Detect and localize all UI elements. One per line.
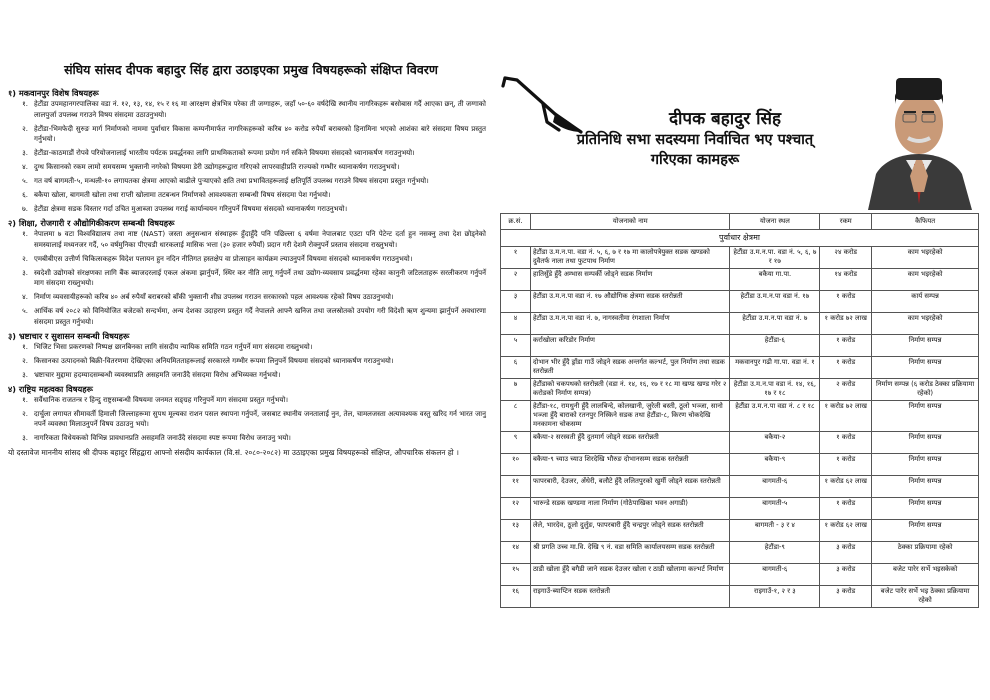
item-text: निर्माण व्यवसायीहरूको करिब ४० अर्ब रुपैयाँ बराबरको बाँकी भुक्तानी शीघ्र उपलब्ध गराउन सरकारको पहल आवश्यक रहेको विषय उठाउनुभयो। [34, 293, 394, 302]
table-row [501, 497, 979, 519]
cell-place: हेटौंडा उ.म.न.पा. वडा नं. ५, ६, ७ र १७ [730, 247, 820, 269]
cell-remark: निर्माण सम्पन्न [872, 453, 979, 475]
page-title: संघिय सांसद दीपक बहादुर सिंह द्वारा उठाइएका प्रमुख विषयहरूको संक्षिप्त विवरण [64, 62, 438, 77]
cell-name: फापरबारी, देउजर, अँधेरी, बलौटे हुँदै ललितपुरको खुर्मी जोड्ने सडक स्तरोन्नती [530, 475, 730, 497]
cell-sn: १३ [501, 519, 531, 541]
cell-amount: १ करोड [820, 453, 872, 475]
cell-name: लेले, भारदेव, ठूलो दुर्लुङ, फापरबारी हुँदै चन्द्रपुर जोड्ने सडक स्तरोन्नती [530, 519, 730, 541]
table-row [501, 335, 979, 357]
list-item [8, 292, 486, 303]
cell-place: हेटौंडा उ.म.न.पा वडा नं. ८ र १८ [730, 401, 820, 432]
cell-sn: ८ [501, 401, 531, 432]
table-row [501, 291, 979, 313]
header-place: योजना स्थल [730, 214, 820, 230]
cell-sn: १५ [501, 563, 531, 585]
cell-sn: १ [501, 247, 531, 269]
item-text: दार्चुला लगायत सीमावर्ती हिमाली जिल्लाहरूमा सुपथ मूल्यका राशन पसल स्थापना गर्नुपर्ने, जसबाट स्थानीय जनतालाई नुन, तेल, चामलजस्ता अत्यावश्यक वस्तु खरिद गर्न भारत जानु नपर्ने व्यवस्था मिलाउनुपर्ने विषय उठाउनु भयो। [34, 409, 486, 429]
cell-sn: ९ [501, 431, 531, 453]
cell-sn: १२ [501, 497, 531, 519]
projects-table [500, 213, 979, 608]
cell-amount: ३ करोड [820, 563, 872, 585]
list-item [8, 356, 486, 367]
section-title: १) मकवानपुर विशेष विषयहरू [8, 88, 99, 98]
item-number: १. [22, 342, 28, 351]
cell-name: हेटौंडाको चकपथको स्तरोन्नती (वडा नं. १४, १६, १७ र १८ मा खण्ड खण्ड गरेर २ करोडको निर्माण सम्पन्न) [530, 379, 730, 401]
list-item [8, 409, 486, 430]
list-item [8, 162, 486, 173]
list-item [8, 229, 486, 250]
cell-amount: १ करोड [820, 497, 872, 519]
cell-name: राइगाउँ-ब्याप्टिन सडक स्तरोन्नती [530, 585, 730, 607]
cell-name: बकैया-९ च्याउ च्याउ शिरदेखि भौरुङ दोभानसम्म सडक स्तरोन्नती [530, 453, 730, 475]
cell-sn: ५ [501, 335, 531, 357]
item-number: ३. [22, 370, 28, 379]
item-text: सर्वैधानिक राजतन्त्र र हिन्दु राष्ट्रसम्बन्धी विषयमा जनमत सङ्ग्रह गरिनुपर्ने माग संसदमा प्रस्तुत गर्नुभयो। [34, 395, 288, 404]
cell-name: बकैया-२ सरस्वती हुँदै दुतमार्ग जोड्ने सडक स्तरोन्नती [530, 431, 730, 453]
table-row [501, 453, 979, 475]
cell-amount: १ करोड ७२ लाख [820, 401, 872, 432]
list-item [8, 254, 486, 265]
cell-remark: निर्माण सम्पन्न [872, 357, 979, 379]
list-item [8, 176, 486, 187]
table-row [501, 357, 979, 379]
cell-amount: १ करोड ६२ लाख [820, 519, 872, 541]
cell-amount: ३ करोड [820, 585, 872, 607]
cell-sn: ७ [501, 379, 531, 401]
cell-sn: २ [501, 269, 531, 291]
cell-name: हेटौंडा उ.म.न.पा वडा नं. ७, नागस्वतीमा रंगशाला निर्माण [530, 313, 730, 335]
item-text: एमबीबीएस उत्तीर्ण चिकित्सकहरू विदेश पलायन हुन नदिन नीतिगत हस्तक्षेप वा प्रोत्साहन कार्यक्रम ल्याउनुपर्ने विषयमा संसदको ध्यानाकर्षण गराउनुभयो। [34, 254, 413, 263]
item-number: २. [22, 254, 28, 263]
item-text: गत वर्ष बागमती-५, मन्थली-१० लगायतका क्षेत्रमा आएको बाढीले पुऱ्याएको क्षति तथा प्रभावितहरूलाई क्षतिपूर्ति उपलब्ध गराउने विषय संसदमा प्रस्तुत गर्नुभयो। [34, 177, 429, 186]
list-item [8, 370, 486, 381]
cell-remark: निर्माण सम्पन्न [872, 497, 979, 519]
cell-place: राइगाउँ-१, २ र ३ [730, 585, 820, 607]
cell-name: हेटौंडा-१८, रामधुनी हुँदै लालबिन्दे, कोलखानी, जुरेली बस्ती, ठूलो भञ्जा, सानो भञ्जा हुँदै बाराको रतनपुर निस्किने सडक तथा हेटौंडा-८, किरण चोकदेखि मनकामना चोकसम्म [530, 401, 730, 432]
list-item [8, 395, 486, 406]
cell-name: ठाडी खोला हुँदै बगैडी जाने सडक देउजर खोला र ठाडी खोलामा कल्भर्ट निर्माण [530, 563, 730, 585]
item-number: ३. [22, 149, 28, 158]
cell-amount: १ करोड ७२ लाख [820, 313, 872, 335]
cell-place: बागमती - ३ र ४ [730, 519, 820, 541]
cell-amount: ३ करोड [820, 541, 872, 563]
cell-place: हेटौंडा-६ [730, 335, 820, 357]
cell-place: मकवानपुर गढी गा.पा. वडा नं. १ [730, 357, 820, 379]
cell-sn: १४ [501, 541, 531, 563]
item-number: १. [22, 395, 28, 404]
subtitle-line: प्रतिनिधि सभा सदस्यमा निर्वाचित भए पश्चात् [576, 132, 814, 148]
item-text: नागरिकता विधेयकको विभिन्न प्रावधानप्रति असहमति जनाउँदै संसदमा स्पष्ट रूपमा विरोध जनाउनु भयो। [34, 434, 291, 443]
table-row [501, 475, 979, 497]
cell-amount: १ करोड [820, 357, 872, 379]
left-column [8, 62, 486, 458]
cell-sn: ३ [501, 291, 531, 313]
cell-name: हातिसुँडे हुँदै अम्भास सम्पर्की जोड्ने सडक निर्माण [530, 269, 730, 291]
item-number: १. [22, 230, 28, 239]
cell-sn: ४ [501, 313, 531, 335]
list-item [8, 306, 486, 327]
list-item [8, 124, 486, 145]
cell-remark: निर्माण सम्पन्न [872, 475, 979, 497]
cell-name: भारुन्डे सडक खण्डमा नाला निर्माण (गोठेपाखिका भवन अगाडी) [530, 497, 730, 519]
item-text: बकैया खोला, बागमती खोला तथा राप्ती खोलामा तटबन्धन निर्माणको आवश्यकता सम्बन्धी विषय संसदमा पेश गर्नुभयो। [34, 191, 331, 200]
issue-sections [8, 88, 486, 444]
cell-place: हेटौंडा-९ [730, 541, 820, 563]
cell-place: बकैया-२ [730, 431, 820, 453]
cell-remark: बजेट पारेर सर्भे भइसकेको [872, 563, 979, 585]
section-row [501, 230, 979, 247]
table-row [501, 431, 979, 453]
cell-remark: काम भइरहेको [872, 313, 979, 335]
table-row [501, 379, 979, 401]
cell-sn: ११ [501, 475, 531, 497]
section-title: २) शिक्षा, रोजगारी र औद्योगिकीकरण सम्बन्धी विषयहरू [8, 218, 175, 229]
right-title [505, 108, 885, 170]
cell-amount: २४ करोड [820, 247, 872, 269]
header-remark: कैफियत [872, 214, 979, 230]
cell-remark: काम भइरहेको [872, 247, 979, 269]
header-amount: रकम [820, 214, 872, 230]
list-item [8, 268, 486, 289]
table-row [501, 585, 979, 607]
cell-place: बागमती-६ [730, 563, 820, 585]
cell-place: हेटौंडा उ.म.न.पा वडा नं. १४, १६, १७ र १८ [730, 379, 820, 401]
list-item [8, 433, 486, 444]
item-text: किसानका उत्पादनको बिक्री-वितरणमा देखिएका अनियमितताहरूलाई सरकारले गम्भीर रूपमा लिनुपर्ने विषयमा संसदको ध्यानाकर्षण गराउनुभयो। [34, 356, 394, 365]
section-label: पुर्वाधार क्षेत्रमा [501, 230, 979, 247]
person-name: दीपक बहादुर सिंह [668, 109, 782, 129]
cell-remark: बजेट पारेर सर्भे भइ ठेक्का प्रक्रियामा रहेको [872, 585, 979, 607]
item-number: २. [22, 356, 28, 365]
item-number: १. [22, 100, 28, 108]
cell-sn: १० [501, 453, 531, 475]
cell-name: कर्राखोला करिडोर निर्माण [530, 335, 730, 357]
table-row [501, 563, 979, 585]
item-text: आर्थिक वर्ष २०८२ को विनियोजित बजेटको सन्दर्भमा, अन्य देशका उदाहरण प्रस्तुत गर्दै नेपालले आफ्नै खनिज तथा जलस्रोतको उपयोग गरी विदेशी ऋण शुन्यमा झार्नुपर्ने अवधारणा संसदमा प्रस्तुत गर्नुभयो। [34, 307, 486, 326]
item-text: नेपालमा ७ वटा विश्वविद्यालय तथा नाष्ट (NAST) जस्ता अनुसन्धान संस्थाहरू हुँदाहुँदै पनि पछिल्ला ६ वर्षमा नेपालबाट एउटा पनि पेटेन्ट दर्ता हुन नसक्नु तथा देश छोड्नेको समस्यालाई मध्यनजर गर्दै, ५० वर्षमुनिका पीएचडी धारकलाई मासिक भत्ता (३० हजार रुपैयाँ) प्रदान गरी देशमै रोक्नुपर्ने प्रस्ताव संसदमा राख्नुभयो। [34, 230, 486, 249]
cell-remark: ठेक्का प्रक्रियामा रहेको [872, 541, 979, 563]
cell-name: हेटौंडा उ.म.न.पा वडा नं. १७ औद्योगिक क्षेत्रमा सडक स्तरोन्नती [530, 291, 730, 313]
table-row [501, 269, 979, 291]
cell-place: हेटौंडा उ.म.न.पा वडा नं. १७ [730, 291, 820, 313]
cell-remark: निर्माण सम्पन्न [872, 335, 979, 357]
cell-remark: काम भइरहेको [872, 269, 979, 291]
table-header-row [501, 214, 979, 230]
item-number: ३. [22, 268, 28, 277]
list-item [8, 190, 486, 201]
cell-amount: १ करोड [820, 335, 872, 357]
cell-remark: निर्माण सम्पन्न (६ करोड ठेक्का प्रक्रियामा रहेको) [872, 379, 979, 401]
portrait-photo [858, 64, 980, 210]
cell-name: दोभान भीर हुँदै ड्राँडा गाउँ जोड्ने सडक अन्तर्गत कल्भर्ट, पुल निर्माण तथा सडक स्तरोन्नती [530, 357, 730, 379]
cell-remark: निर्माण सम्पन्न [872, 431, 979, 453]
item-number: ५. [22, 177, 28, 186]
cell-place: बकैया गा.पा. [730, 269, 820, 291]
item-number: ६. [22, 191, 28, 200]
item-text: भ्रष्टाचार मुद्दामा हदम्यादसम्बन्धी व्यवस्थाप्रति असहमति जनाउँदै संसदमा विरोध अभिव्यक्त गर्नुभयो। [34, 370, 281, 379]
table-row [501, 401, 979, 432]
cell-place: बकैया-९ [730, 453, 820, 475]
item-text: हेटौंडा-भिमफेदी सुरुङ मार्ग निर्माणको नाममा पुर्वाधार विकास कम्पनीमार्फत नागरिकहरूको करिब ४० करोड रुपैयाँ बराबरको हिनामिना भएको आशंका बारे संसदमा विषय प्रस्तुत गर्नुभयो। [34, 124, 486, 144]
item-number: ५. [22, 307, 28, 316]
header-name: योजनाको नाम [530, 214, 730, 230]
item-number: ४. [22, 163, 28, 172]
section-title: ४) राष्ट्रिय महत्वका विषयहरू [8, 383, 93, 394]
item-text: स्वदेशी उद्योगको संरक्षणका लागि बैंक ब्याजदरलाई एकल अंकमा झार्नुपर्ने, स्थिर कर नीति लागू गर्नुपर्ने तथा उद्योग-व्यवसाय प्रवर्द्धनमा रहेका कानुनी जटिलताहरू सरलीकरण गर्नुपर्ने माग संसदमा राख्नुभयो। [34, 268, 486, 288]
closing-note: यो दस्तावेज माननीय सांसद श्री दीपक बहादुर सिंहद्वारा आफ्नो संसदीय कार्यकाल (वि.सं. २०८०-२०८२) मा उठाइएका प्रमुख विषयहरूको संक्षिप्त, औपचारिक संकलन हो । [8, 448, 459, 458]
table-row [501, 519, 979, 541]
cell-name: श्री प्रगति उच्च मा.वि. देखि ९ नं. वडा समिति कार्यालयसम्म सडक स्तरोन्नती [530, 541, 730, 563]
item-text: दुग्ध किसानको रकम लामो समयसम्म भुक्तानी नगरेको विषयमा डेरी उद्योगहरूद्वारा गरिएको लापरवाहीप्रति राज्यको गम्भीर ध्यानाकर्षण गराउनुभयो। [34, 163, 400, 172]
table-row [501, 247, 979, 269]
list-item [8, 99, 486, 120]
item-number: ७. [22, 205, 28, 214]
cell-remark: निर्माण सम्पन्न [872, 401, 979, 432]
cell-amount: १ करोड [820, 291, 872, 313]
list-item [8, 204, 486, 215]
cell-place: बागमती-६ [730, 475, 820, 497]
item-number: ३. [22, 434, 28, 443]
item-number: २. [22, 124, 28, 133]
item-number: ४. [22, 293, 28, 302]
item-text: भिजिट भिसा प्रकरणको निष्पक्ष छानबिनका लागि संसदीय न्यायिक समिति गठन गर्नुपर्ने माग संसदमा राख्नुभयो। [34, 342, 313, 351]
cell-amount: १ करोड ६२ लाख [820, 475, 872, 497]
cell-sn: ६ [501, 357, 531, 379]
cell-amount: २ करोड [820, 379, 872, 401]
cell-amount: १ करोड [820, 431, 872, 453]
list-item [8, 342, 486, 353]
item-text: हेटौंडा उपमहानगरपालिका वडा नं. १२, १३, १४, १५ र १६ मा आरक्षण क्षेत्रभित्र परेका ती जग्गाहरू, जहाँ ५०-६० वर्षदेखि स्थानीय नागरिकहरू बसोबास गर्दै आएका छन्, ती जग्गाको लालपुर्जा उपलब्ध गराउने विषय संसदमा उठाउनुभयो। [34, 100, 486, 119]
table-row [501, 313, 979, 335]
list-item [8, 148, 486, 159]
subtitle-line-2: गरिएका कामहरू [650, 152, 740, 168]
header-sn: क्र.सं. [501, 214, 531, 230]
cell-remark: निर्माण सम्पन्न [872, 519, 979, 541]
cell-place: बागमती-५ [730, 497, 820, 519]
item-text: हेटौंडा क्षेत्रमा सडक विस्तार गर्दा उचित मुआब्जा उपलब्ध गराई कार्यान्वयन गरिनुपर्ने विषयमा संसदको ध्यानाकर्षण गराउनुभयो। [34, 205, 348, 214]
cell-amount: १४ करोड [820, 269, 872, 291]
cell-name: हेटौंडा उ.म.न.पा. वडा नं. ५, ६, ७ र १७ मा कालोपत्रेयुक्त सडक खण्डको दुवैतर्फ नाला तथा फुटपाथ निर्माण [530, 247, 730, 269]
cell-place: हेटौंडा उ.म.न.पा वडा नं. ७ [730, 313, 820, 335]
cell-sn: १६ [501, 585, 531, 607]
cell-remark: कार्य सम्पन्न [872, 291, 979, 313]
item-text: हेटौंडा-काठमाडौं रोपवे परियोजनालाई भारतीय पर्यटक प्रवर्द्धनका लागि प्राथमिकताको रूपमा प्रयोग गर्न सकिने विषयमा संसदको ध्यानाकर्षण गराउनुभयो। [34, 149, 415, 158]
item-number: २. [22, 409, 28, 418]
table-row [501, 541, 979, 563]
section-title: ३) भ्रष्टाचार र सुशासन सम्बन्धी विषयहरू [8, 330, 130, 341]
